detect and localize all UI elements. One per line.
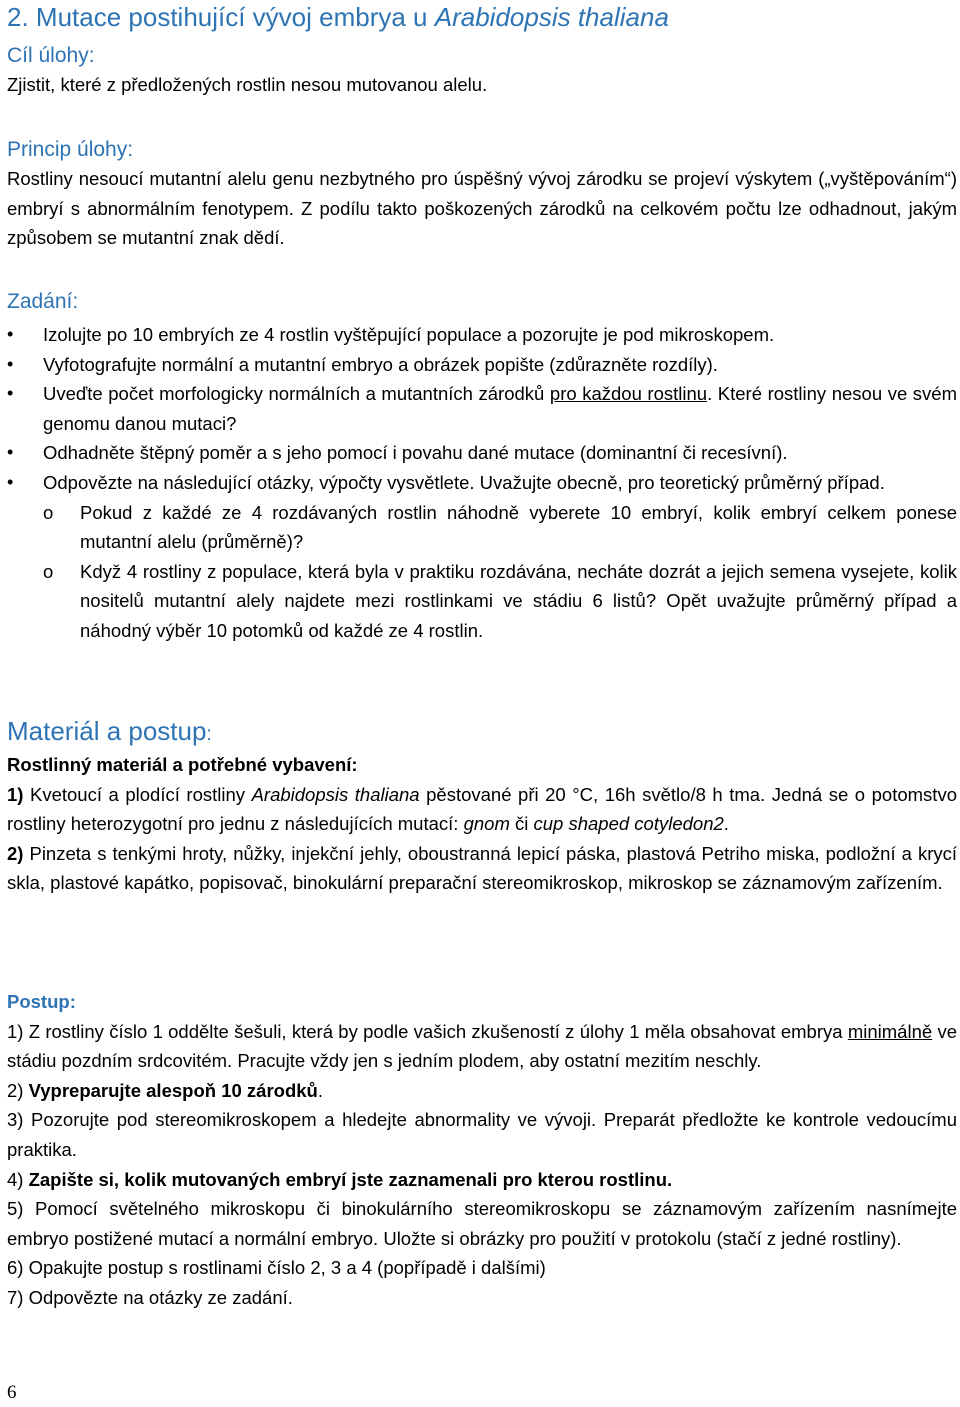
assignment-heading: Zadání: — [7, 290, 79, 313]
procedure-step-5: 5) Pomocí světelného mikroskopu či binokulárního stereomikroskopu se záznamovým zařízením nasnímejte embryo postižené mutací a normální embryo. Uložte si obrázky pro použití v protokolu (stačí z jedné rostliny). — [7, 1198, 957, 1249]
material-item-number: 2) — [7, 842, 24, 864]
procedure-step-6: 6) Opakujte postup s rostlinami číslo 2, 3 a 4 (popřípadě i dalšími) — [7, 1257, 546, 1279]
list-item-text: Odpovězte na následující otázky, výpočty vysvětlete. Uvažujte obecně, pro teoretický průměrný případ. — [43, 471, 885, 493]
material-text: či — [509, 813, 534, 835]
procedure-step-3: 3) Pozorujte pod stereomikroskopem a hledejte abnormality ve vývoji. Preparát předložte ke kontrole vedoucímu praktika. — [7, 1109, 957, 1160]
page-title — [7, 2, 669, 33]
list-item-text: Izolujte po 10 embryích ze 4 rostlin vyštěpující populace a pozorujte je pod mikroskopem. — [43, 324, 775, 345]
principle-text: Rostliny nesoucí mutantní alelu genu nezbytného pro úspěšný vývoj zárodku se projeví výskytem („vyštěpováním“) embryí s abnormálním fenotypem. Z podílu takto poškozených zárodků na celkovém počtu lze odhadnout, jakým způsobem se mutantní znak dědí. — [7, 168, 957, 249]
material-item-1 — [7, 780, 957, 839]
sub-list — [43, 498, 957, 646]
procedure-text: ve stádiu pozdním srdcovitém. Pracujte vždy jen s jedním plodem, aby ostatní mezitím neschly. — [7, 1020, 957, 1072]
material-subheading-text: Rostlinný materiál a potřebné vybavení: — [7, 754, 358, 775]
list-item — [7, 438, 957, 468]
procedure-text: 4) — [7, 1168, 29, 1190]
procedure-heading — [7, 987, 957, 1017]
mutation-gnom: gnom — [463, 813, 510, 835]
list-item — [7, 468, 957, 646]
mutation-cup-shaped: cup shaped cotyledon2 — [533, 813, 724, 835]
list-item-text: Odhadněte štěpný poměr a s jeho pomocí i povahu dané mutace (dominantní či recesívní). — [43, 442, 788, 464]
material-text: . — [723, 813, 729, 835]
material-heading — [7, 716, 957, 747]
assignment-list — [7, 320, 957, 646]
material-text: Pinzeta s tenkými hroty, nůžky, injekční jehly, oboustranná lepicí páska, plastová Petriho miska, podložní a krycí skla, plastové kapátko, popisovač, binokulární preparační stereomikroskop, mikroskop se záznamovým zařízením. — [7, 842, 957, 894]
list-item-text: . Které rostliny nesou ve svém genomu danou mutaci? — [43, 383, 958, 434]
material-heading-colon: : — [206, 724, 212, 745]
material-item-2 — [7, 839, 957, 898]
page-number: 6 — [7, 1382, 17, 1403]
sub-list-item-text: Když 4 rostliny z populace, která byla v praktiku rozdávána, necháte dozrát a jejich semena vysejete, kolik nositelů mutantní alely najdete mezi rostlinkami ve stádiu 6 listů? Opět uvažujte průměrný případ a náhodný výběr 10 potomků od každé ze 4 rostlin. — [80, 560, 957, 641]
material-text: Kvetoucí a plodící rostliny — [23, 783, 252, 805]
procedure-bold: Vypreparujte alespoň 10 zárodků — [28, 1079, 318, 1101]
procedure-text: 2) — [7, 1079, 29, 1101]
procedure-underlined: minimálně — [847, 1020, 933, 1042]
goal-heading: Cíl úlohy: — [7, 44, 95, 67]
procedure-section — [7, 987, 957, 1313]
sub-list-item — [43, 498, 957, 557]
material-text: pěstované při 20 °C, 16h světlo/8 h tma. Jedná se o potomstvo rostliny heterozygotní pro jednu z následujících mutací: — [7, 783, 957, 835]
principle-heading: Princip úlohy: — [7, 138, 134, 161]
goal-section — [7, 44, 957, 100]
material-item-number: 1) — [7, 783, 24, 805]
sub-list-item-text: Pokud z každé ze 4 rozdávaných rostlin náhodně vyberete 10 embryí, kolik embryí celkem ponese mutantní alelu (průměrně)? — [80, 501, 957, 553]
list-item — [7, 379, 957, 438]
list-item — [7, 350, 957, 380]
title-species: Arabidopsis thaliana — [434, 2, 669, 32]
procedure-step-7: 7) Odpovězte na otázky ze zadání. — [7, 1286, 293, 1308]
material-species: Arabidopsis thaliana — [251, 783, 420, 805]
procedure-step-4 — [7, 1165, 957, 1195]
procedure-step-1 — [7, 1017, 957, 1076]
list-item-underlined: pro každou rostlinu — [549, 383, 708, 405]
assignment-section — [7, 290, 957, 646]
material-subheading — [7, 750, 957, 780]
principle-section — [7, 138, 957, 253]
material-section — [7, 716, 957, 898]
list-item — [7, 320, 957, 350]
procedure-text: . — [317, 1079, 323, 1101]
list-item-text: Vyfotografujte normální a mutantní embryo a obrázek popište (zdůrazněte rozdíly). — [43, 353, 718, 375]
procedure-heading-text: Postup: — [7, 991, 76, 1012]
material-heading-text: Materiál a postup — [7, 716, 207, 746]
sub-list-item — [43, 557, 957, 646]
list-item-text: Uveďte počet morfologicky normálních a mutantních zárodků — [43, 383, 550, 405]
procedure-text: 1) Z rostliny číslo 1 oddělte šešuli, která by podle vašich zkušeností z úlohy 1 měla obsahovat embrya — [7, 1020, 848, 1042]
procedure-step-2 — [7, 1076, 957, 1106]
title-text: 2. Mutace postihující vývoj embrya u — [7, 2, 435, 32]
goal-text: Zjistit, které z předložených rostlin nesou mutovanou alelu. — [7, 74, 488, 95]
procedure-bold: Zapište si, kolik mutovaných embryí jste zaznamenali pro kterou rostlinu. — [28, 1168, 673, 1190]
